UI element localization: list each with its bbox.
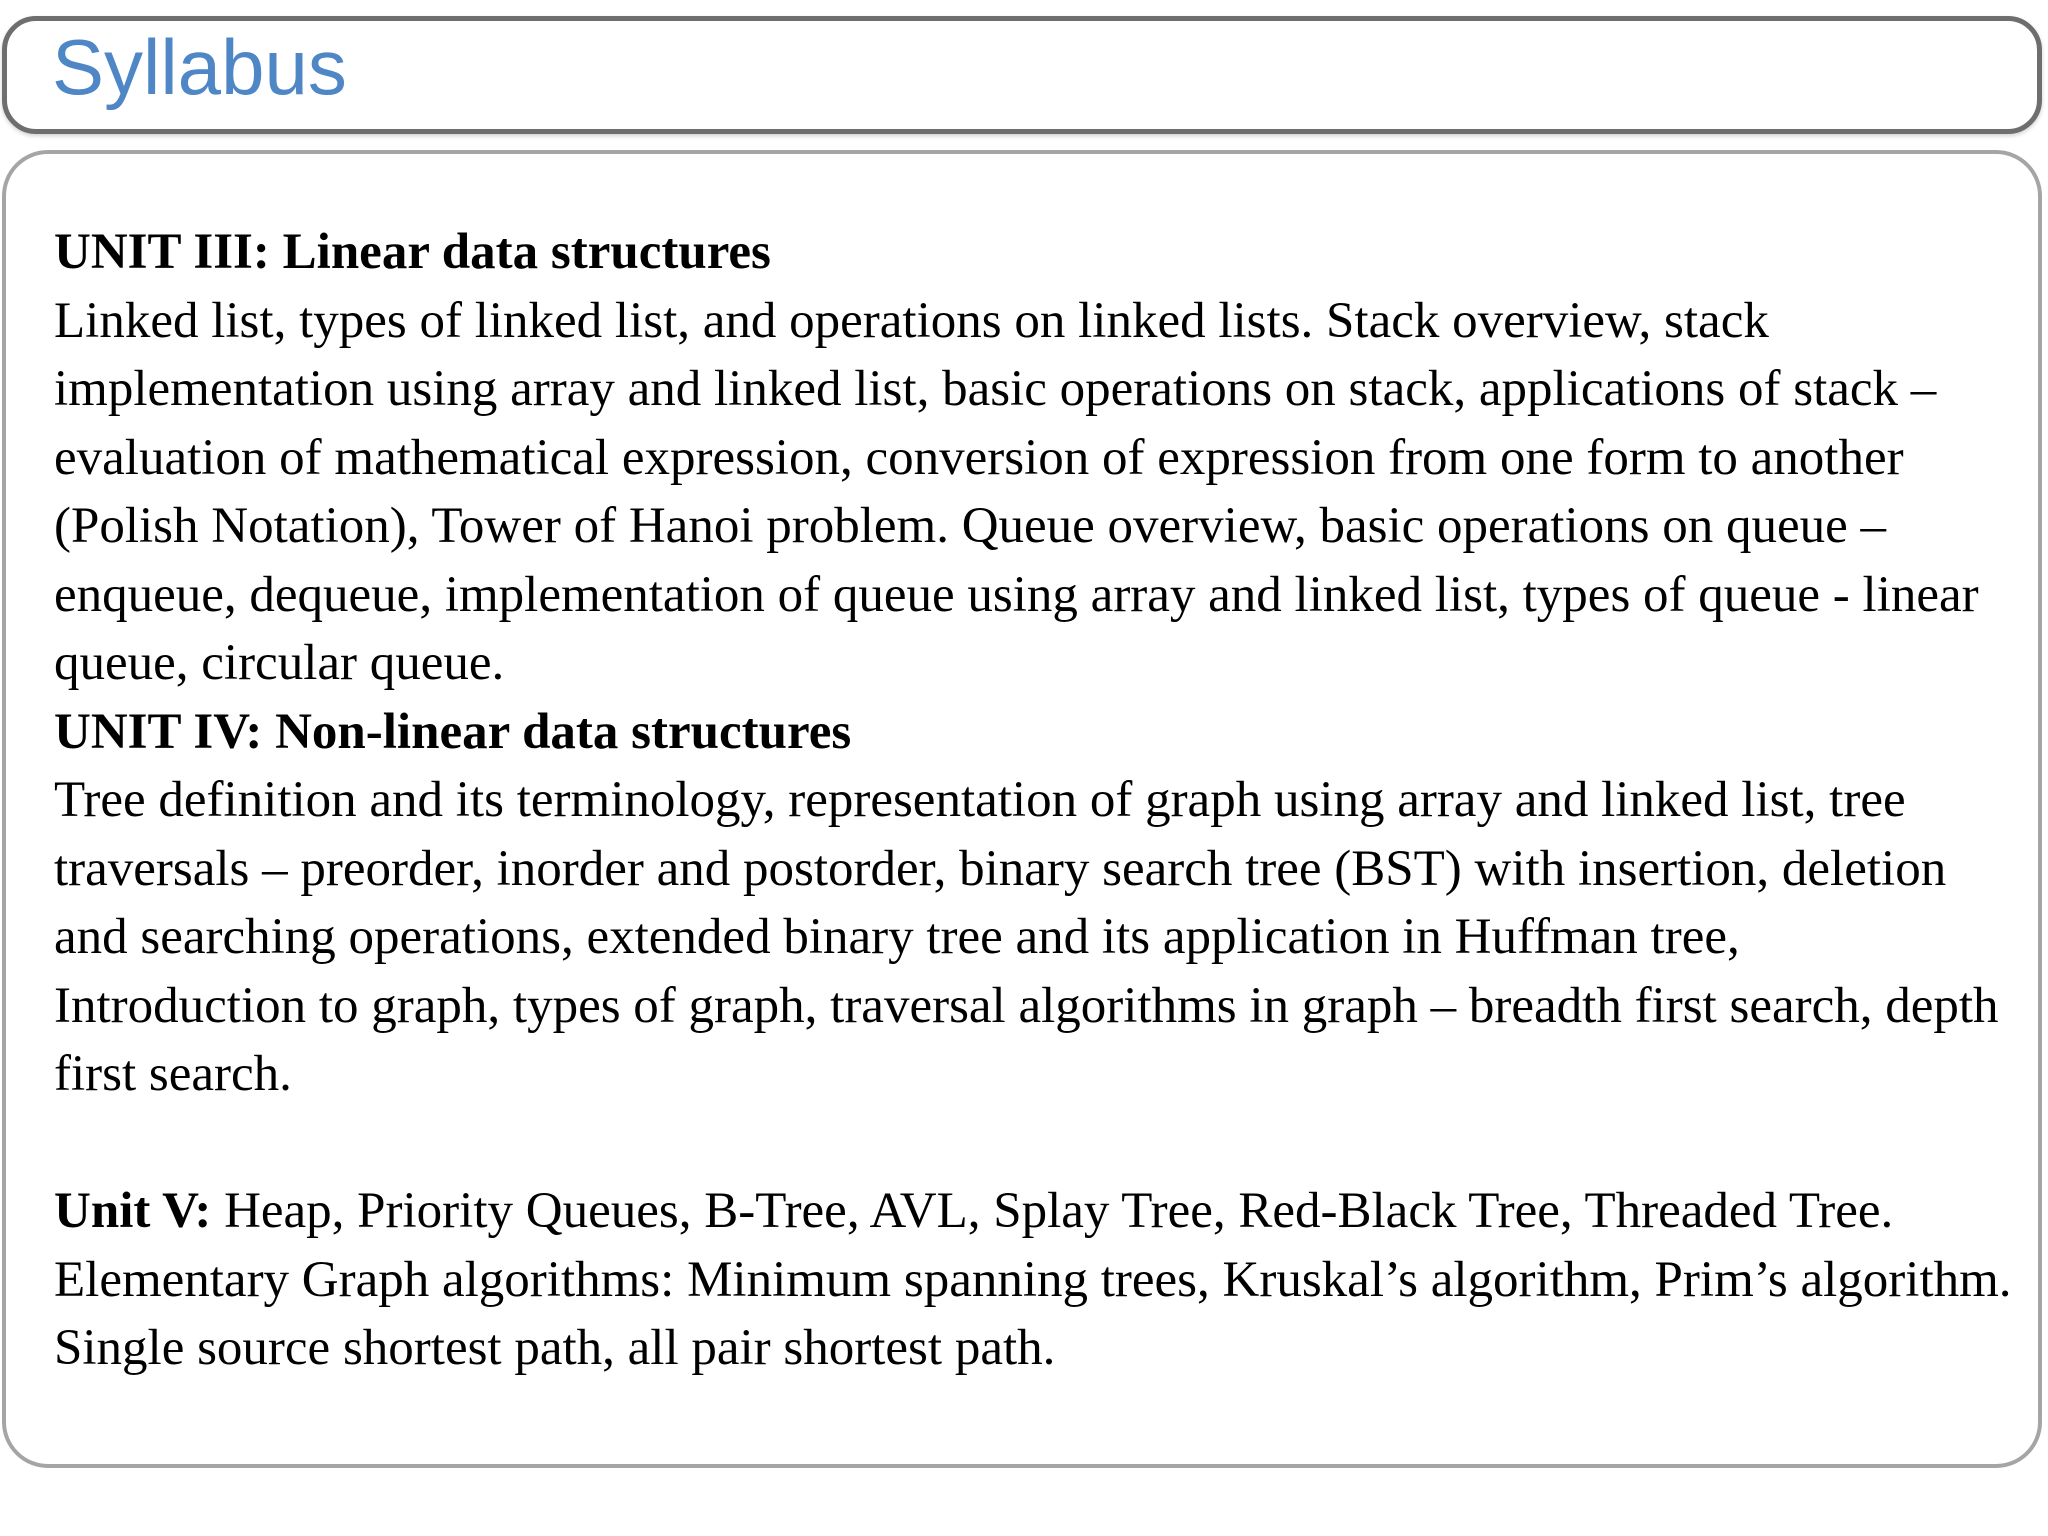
paragraph-spacer (54, 1109, 2014, 1178)
unit-3-heading: UNIT III: Linear data structures (54, 224, 771, 280)
syllabus-content (54, 218, 2014, 1383)
unit-4-graphs-body: Introduction to graph, types of graph, traversal algorithms in graph – breadth first search, depth first search. (54, 977, 1999, 1102)
unit-4-heading: UNIT IV: Non-linear data structures (54, 703, 852, 760)
unit-5-label: Unit V: (54, 1183, 212, 1239)
unit-3-body: Linked list, types of linked list, and operations on linked lists. Stack overview, stack implementation using array and linked list, basic operations on stack, applications of stack – evaluation of mathematical expression, conversion of expression from one form to another (Polish Notation), Tower of Hanoi problem. Queue overview, basic operations on queue – enqueue, dequeue, implementation of queue using array and linked list, types of queue - linear queue, circular queue. (54, 292, 1979, 691)
unit-5-paragraph (54, 1177, 2014, 1383)
page-title: Syllabus (52, 23, 347, 111)
unit-5-body: Heap, Priority Queues, B-Tree, AVL, Splay Tree, Red-Black Tree, Threaded Tree. Elementary Graph algorithms: Minimum spanning trees, Kruskal’s algorithm, Prim’s algorithm. Single source shortest path, all pair shortest path. (54, 1183, 2012, 1376)
unit-4-trees-body: Tree definition and its terminology, representation of graph using array and linked list, tree traversals – preorder, inorder and postorder, binary search tree (BST) with insertion, deletion and searching operations, extended binary tree and its application in Huffman tree, (54, 772, 1947, 965)
